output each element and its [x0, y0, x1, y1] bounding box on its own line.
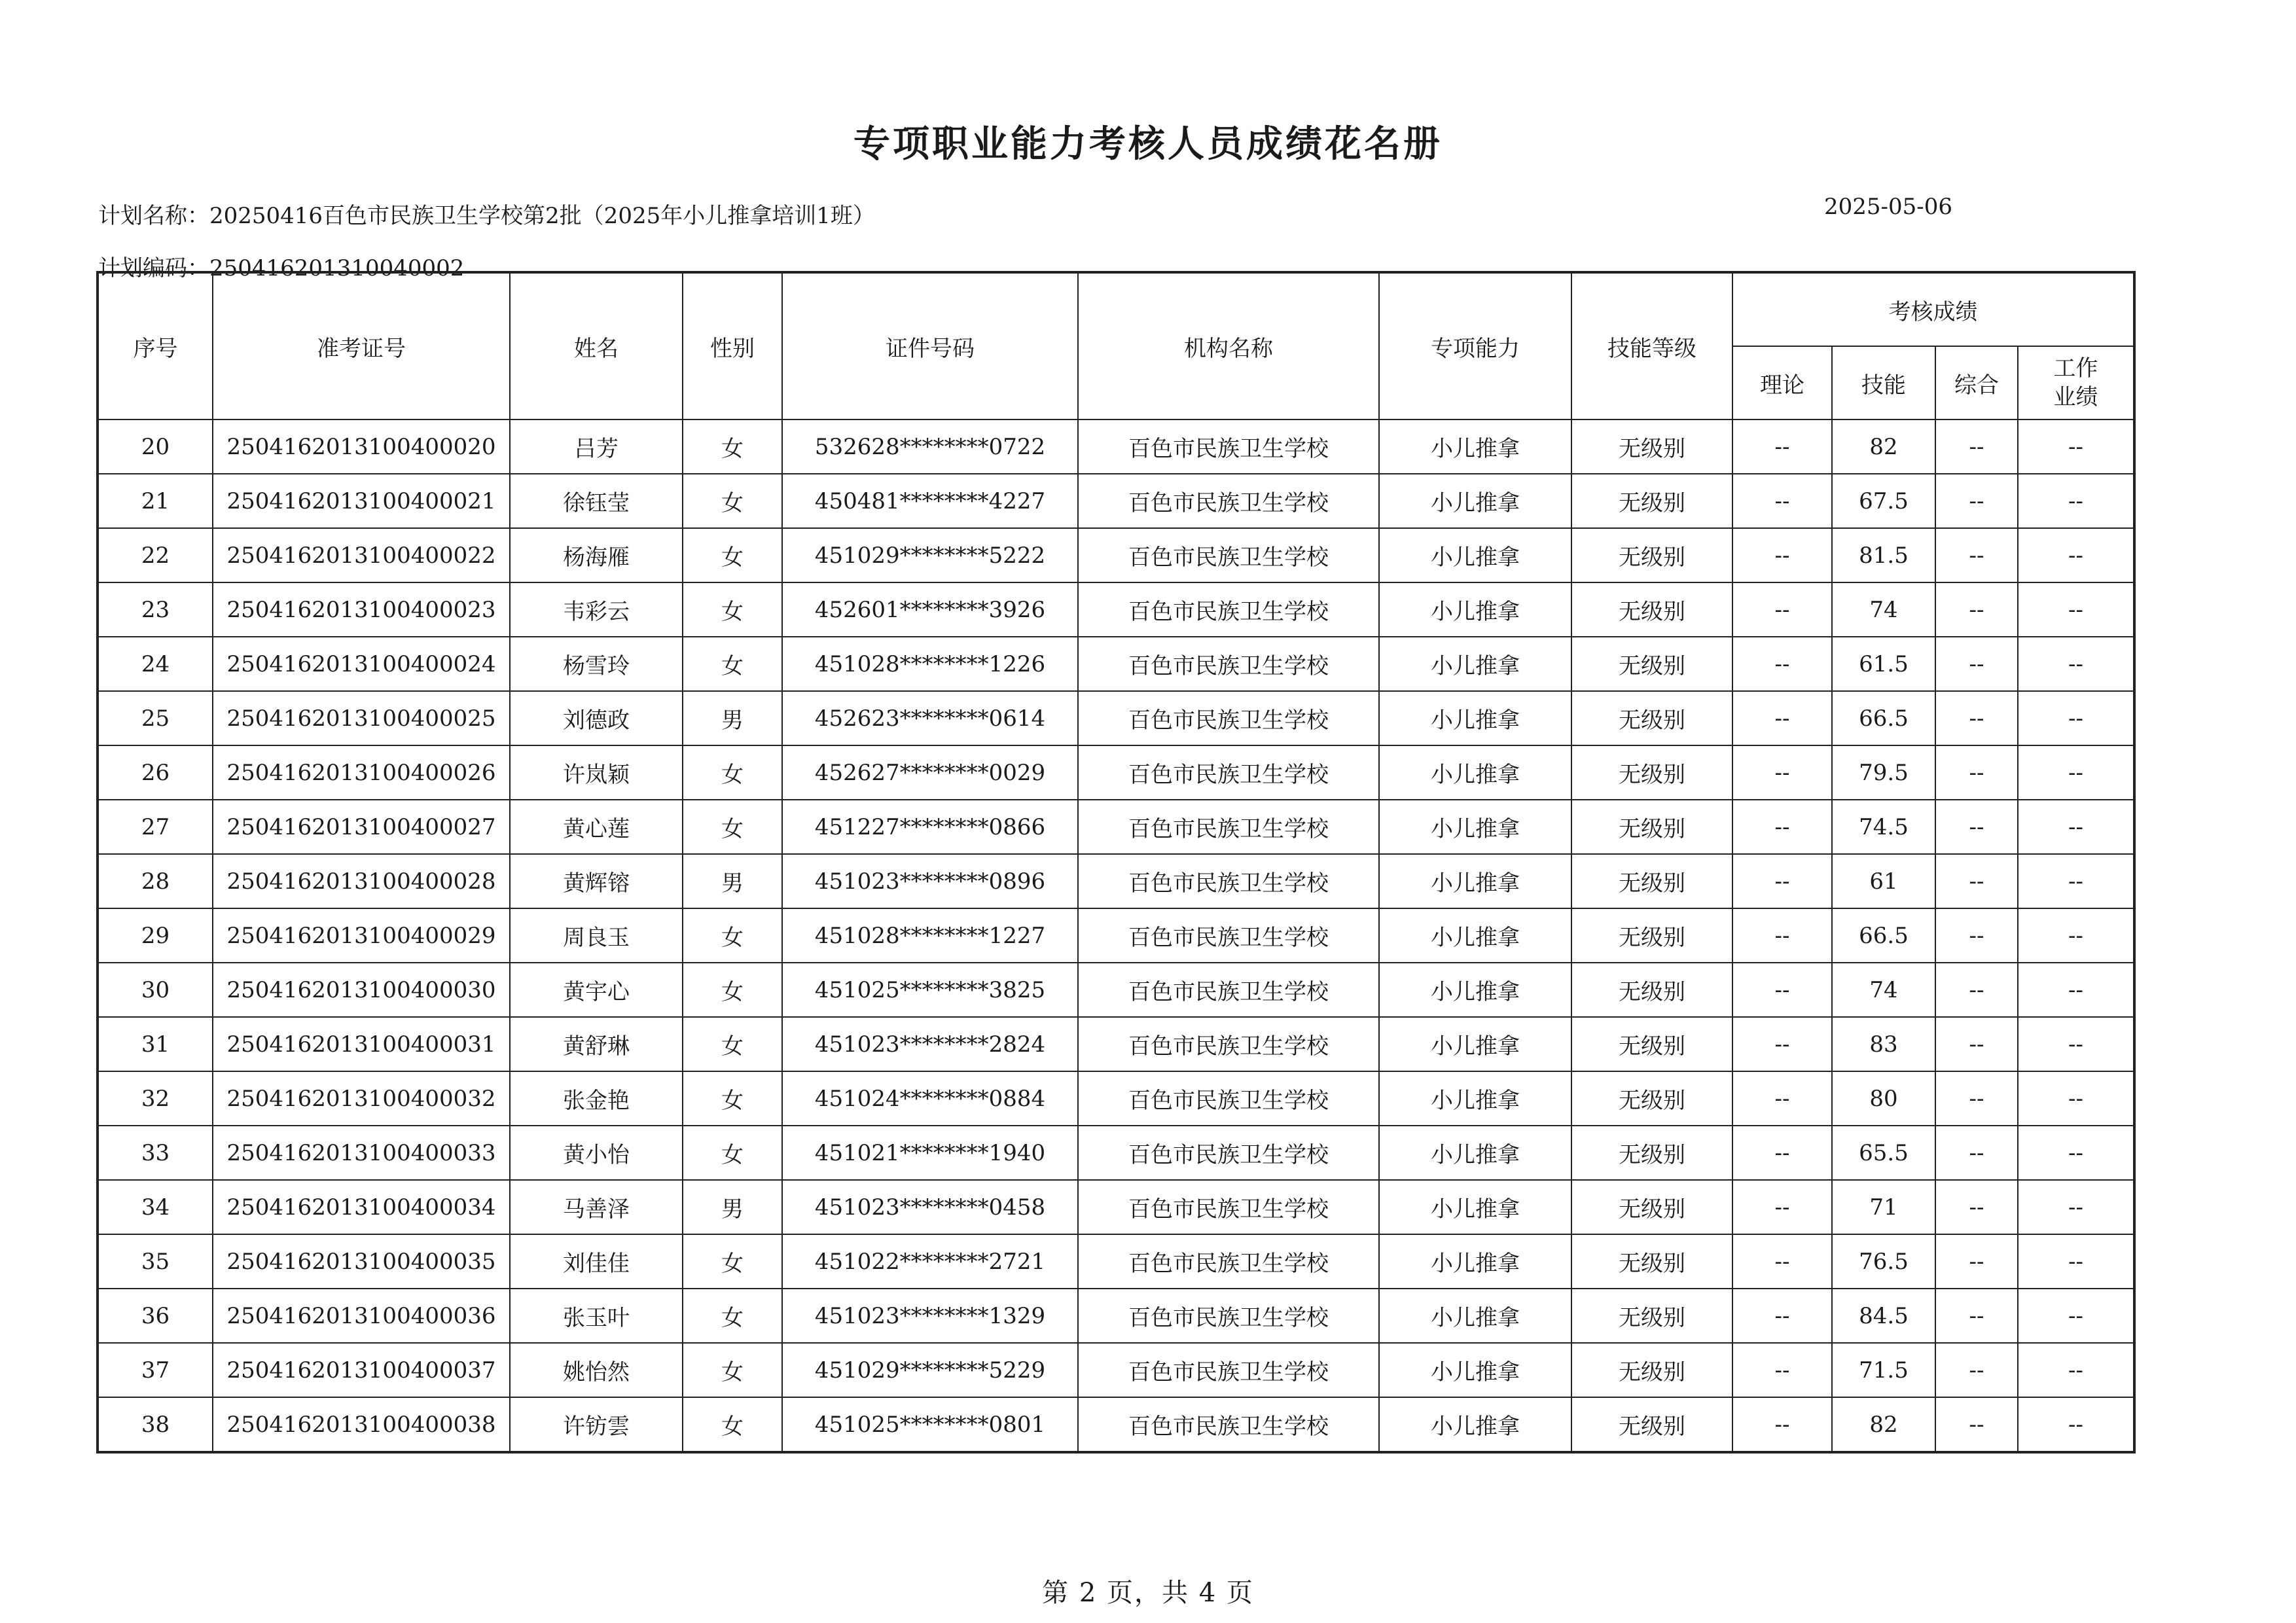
cell-seq: 37 — [98, 1343, 213, 1397]
cell-name: 许钫雲 — [510, 1397, 683, 1452]
cell-name: 黄宇心 — [510, 963, 683, 1017]
page-title: 专项职业能力考核人员成绩花名册 — [853, 122, 1443, 166]
cell-seq: 25 — [98, 691, 213, 745]
cell-exam-id: 2504162013100400023 — [213, 582, 510, 637]
cell-seq: 26 — [98, 745, 213, 800]
cell-work: -- — [2018, 1071, 2134, 1126]
cell-gender: 女 — [683, 528, 782, 582]
cell-gender: 男 — [683, 1180, 782, 1234]
header-level: 技能等级 — [1571, 272, 1732, 419]
cell-theory: -- — [1732, 419, 1832, 474]
cell-gender: 男 — [683, 691, 782, 745]
cell-id-number: 452601********3926 — [782, 582, 1078, 637]
cell-name: 杨雪玲 — [510, 637, 683, 691]
cell-comprehensive: -- — [1935, 1343, 2018, 1397]
cell-comprehensive: -- — [1935, 582, 2018, 637]
cell-name: 黄舒琳 — [510, 1017, 683, 1071]
cell-ability: 小儿推拿 — [1379, 1289, 1571, 1343]
cell-comprehensive: -- — [1935, 963, 2018, 1017]
cell-comprehensive: -- — [1935, 1234, 2018, 1289]
cell-exam-id: 2504162013100400031 — [213, 1017, 510, 1071]
cell-work: -- — [2018, 1234, 2134, 1289]
cell-name: 周良玉 — [510, 908, 683, 963]
cell-name: 杨海雁 — [510, 528, 683, 582]
cell-gender: 女 — [683, 1289, 782, 1343]
cell-ability: 小儿推拿 — [1379, 745, 1571, 800]
cell-work: -- — [2018, 637, 2134, 691]
cell-level: 无级别 — [1571, 528, 1732, 582]
cell-id-number: 451227********0866 — [782, 800, 1078, 854]
cell-id-number: 452623********0614 — [782, 691, 1078, 745]
header-gender: 性别 — [683, 272, 782, 419]
cell-name: 徐钰莹 — [510, 474, 683, 528]
plan-code: 计划编码：250416201310040002 — [98, 255, 465, 281]
cell-id-number: 451024********0884 — [782, 1071, 1078, 1126]
cell-comprehensive: -- — [1935, 1180, 2018, 1234]
cell-ability: 小儿推拿 — [1379, 908, 1571, 963]
cell-id-number: 451029********5222 — [782, 528, 1078, 582]
cell-exam-id: 2504162013100400025 — [213, 691, 510, 745]
cell-skill: 83 — [1832, 1017, 1935, 1071]
table-row — [98, 963, 2134, 1017]
cell-exam-id: 2504162013100400026 — [213, 745, 510, 800]
cell-name: 张金艳 — [510, 1071, 683, 1126]
cell-skill: 71 — [1832, 1180, 1935, 1234]
cell-institution: 百色市民族卫生学校 — [1078, 691, 1379, 745]
cell-institution: 百色市民族卫生学校 — [1078, 854, 1379, 908]
cell-level: 无级别 — [1571, 1126, 1732, 1180]
table-row — [98, 582, 2134, 637]
cell-theory: -- — [1732, 1071, 1832, 1126]
cell-work: -- — [2018, 1397, 2134, 1452]
cell-institution: 百色市民族卫生学校 — [1078, 800, 1379, 854]
cell-exam-id: 2504162013100400036 — [213, 1289, 510, 1343]
cell-skill: 65.5 — [1832, 1126, 1935, 1180]
cell-level: 无级别 — [1571, 745, 1732, 800]
cell-ability: 小儿推拿 — [1379, 1017, 1571, 1071]
cell-institution: 百色市民族卫生学校 — [1078, 528, 1379, 582]
cell-id-number: 451025********0801 — [782, 1397, 1078, 1452]
plan-name: 计划名称：20250416百色市民族卫生学校第2批（2025年小儿推拿培训1班） — [98, 203, 875, 229]
cell-gender: 女 — [683, 908, 782, 963]
cell-gender: 女 — [683, 474, 782, 528]
cell-theory: -- — [1732, 637, 1832, 691]
cell-id-number: 451029********5229 — [782, 1343, 1078, 1397]
header-ability: 专项能力 — [1379, 272, 1571, 419]
cell-gender: 女 — [683, 963, 782, 1017]
roster-table — [96, 271, 2136, 1454]
cell-work: -- — [2018, 963, 2134, 1017]
cell-work: -- — [2018, 908, 2134, 963]
cell-work: -- — [2018, 1017, 2134, 1071]
cell-id-number: 451028********1227 — [782, 908, 1078, 963]
cell-gender: 女 — [683, 1397, 782, 1452]
cell-gender: 女 — [683, 1343, 782, 1397]
table-row — [98, 1180, 2134, 1234]
cell-id-number: 451021********1940 — [782, 1126, 1078, 1180]
cell-level: 无级别 — [1571, 854, 1732, 908]
header-institution: 机构名称 — [1078, 272, 1379, 419]
cell-level: 无级别 — [1571, 1234, 1732, 1289]
cell-id-number: 451022********2721 — [782, 1234, 1078, 1289]
cell-skill: 81.5 — [1832, 528, 1935, 582]
cell-comprehensive: -- — [1935, 800, 2018, 854]
table-row — [98, 419, 2134, 474]
header-id-number: 证件号码 — [782, 272, 1078, 419]
cell-theory: -- — [1732, 963, 1832, 1017]
cell-exam-id: 2504162013100400037 — [213, 1343, 510, 1397]
cell-institution: 百色市民族卫生学校 — [1078, 908, 1379, 963]
cell-comprehensive: -- — [1935, 1071, 2018, 1126]
cell-institution: 百色市民族卫生学校 — [1078, 1234, 1379, 1289]
cell-comprehensive: -- — [1935, 1289, 2018, 1343]
table-row — [98, 1289, 2134, 1343]
cell-ability: 小儿推拿 — [1379, 582, 1571, 637]
table-row — [98, 800, 2134, 854]
cell-ability: 小儿推拿 — [1379, 637, 1571, 691]
cell-seq: 22 — [98, 528, 213, 582]
cell-id-number: 451028********1226 — [782, 637, 1078, 691]
header-scores-group: 考核成绩 — [1732, 272, 2134, 346]
roster-body — [98, 419, 2134, 1452]
cell-id-number: 532628********0722 — [782, 419, 1078, 474]
cell-ability: 小儿推拿 — [1379, 691, 1571, 745]
cell-institution: 百色市民族卫生学校 — [1078, 1126, 1379, 1180]
cell-name: 韦彩云 — [510, 582, 683, 637]
cell-theory: -- — [1732, 800, 1832, 854]
cell-skill: 61 — [1832, 854, 1935, 908]
cell-level: 无级别 — [1571, 1180, 1732, 1234]
table-row — [98, 1343, 2134, 1397]
cell-ability: 小儿推拿 — [1379, 1180, 1571, 1234]
cell-theory: -- — [1732, 582, 1832, 637]
cell-work: -- — [2018, 691, 2134, 745]
cell-seq: 24 — [98, 637, 213, 691]
cell-institution: 百色市民族卫生学校 — [1078, 419, 1379, 474]
header-skill: 技能 — [1832, 346, 1935, 419]
cell-institution: 百色市民族卫生学校 — [1078, 1071, 1379, 1126]
header-work: 工作 业绩 — [2018, 346, 2134, 419]
cell-comprehensive: -- — [1935, 1017, 2018, 1071]
cell-ability: 小儿推拿 — [1379, 1234, 1571, 1289]
table-row — [98, 474, 2134, 528]
cell-name: 姚怡然 — [510, 1343, 683, 1397]
cell-theory: -- — [1732, 1289, 1832, 1343]
cell-gender: 女 — [683, 1126, 782, 1180]
cell-name: 刘佳佳 — [510, 1234, 683, 1289]
cell-seq: 27 — [98, 800, 213, 854]
cell-seq: 20 — [98, 419, 213, 474]
cell-skill: 80 — [1832, 1071, 1935, 1126]
cell-work: -- — [2018, 419, 2134, 474]
cell-skill: 79.5 — [1832, 745, 1935, 800]
cell-institution: 百色市民族卫生学校 — [1078, 582, 1379, 637]
cell-name: 吕芳 — [510, 419, 683, 474]
cell-seq: 36 — [98, 1289, 213, 1343]
header-comprehensive: 综合 — [1935, 346, 2018, 419]
cell-level: 无级别 — [1571, 1289, 1732, 1343]
cell-theory: -- — [1732, 528, 1832, 582]
cell-ability: 小儿推拿 — [1379, 854, 1571, 908]
cell-institution: 百色市民族卫生学校 — [1078, 1017, 1379, 1071]
cell-exam-id: 2504162013100400030 — [213, 963, 510, 1017]
cell-level: 无级别 — [1571, 582, 1732, 637]
cell-skill: 74 — [1832, 582, 1935, 637]
cell-exam-id: 2504162013100400035 — [213, 1234, 510, 1289]
cell-exam-id: 2504162013100400027 — [213, 800, 510, 854]
cell-level: 无级别 — [1571, 474, 1732, 528]
cell-ability: 小儿推拿 — [1379, 1071, 1571, 1126]
cell-exam-id: 2504162013100400028 — [213, 854, 510, 908]
cell-seq: 31 — [98, 1017, 213, 1071]
cell-name: 刘德政 — [510, 691, 683, 745]
cell-work: -- — [2018, 800, 2134, 854]
table-row — [98, 1397, 2134, 1452]
cell-ability: 小儿推拿 — [1379, 1397, 1571, 1452]
cell-exam-id: 2504162013100400033 — [213, 1126, 510, 1180]
cell-institution: 百色市民族卫生学校 — [1078, 745, 1379, 800]
cell-work: -- — [2018, 582, 2134, 637]
cell-ability: 小儿推拿 — [1379, 528, 1571, 582]
cell-level: 无级别 — [1571, 1071, 1732, 1126]
table-row — [98, 854, 2134, 908]
cell-exam-id: 2504162013100400029 — [213, 908, 510, 963]
cell-theory: -- — [1732, 854, 1832, 908]
cell-level: 无级别 — [1571, 1397, 1732, 1452]
cell-seq: 32 — [98, 1071, 213, 1126]
cell-exam-id: 2504162013100400020 — [213, 419, 510, 474]
cell-skill: 82 — [1832, 1397, 1935, 1452]
table-row — [98, 691, 2134, 745]
cell-institution: 百色市民族卫生学校 — [1078, 474, 1379, 528]
cell-comprehensive: -- — [1935, 528, 2018, 582]
cell-id-number: 451023********0458 — [782, 1180, 1078, 1234]
cell-seq: 38 — [98, 1397, 213, 1452]
cell-comprehensive: -- — [1935, 474, 2018, 528]
cell-institution: 百色市民族卫生学校 — [1078, 1180, 1379, 1234]
cell-exam-id: 2504162013100400021 — [213, 474, 510, 528]
cell-theory: -- — [1732, 1126, 1832, 1180]
cell-ability: 小儿推拿 — [1379, 1126, 1571, 1180]
cell-id-number: 451025********3825 — [782, 963, 1078, 1017]
cell-skill: 67.5 — [1832, 474, 1935, 528]
cell-institution: 百色市民族卫生学校 — [1078, 637, 1379, 691]
cell-level: 无级别 — [1571, 1343, 1732, 1397]
cell-seq: 33 — [98, 1126, 213, 1180]
cell-theory: -- — [1732, 1180, 1832, 1234]
cell-level: 无级别 — [1571, 963, 1732, 1017]
cell-theory: -- — [1732, 1343, 1832, 1397]
cell-level: 无级别 — [1571, 691, 1732, 745]
table-row — [98, 745, 2134, 800]
cell-theory: -- — [1732, 908, 1832, 963]
cell-comprehensive: -- — [1935, 419, 2018, 474]
cell-work: -- — [2018, 1180, 2134, 1234]
cell-seq: 21 — [98, 474, 213, 528]
cell-seq: 28 — [98, 854, 213, 908]
cell-skill: 61.5 — [1832, 637, 1935, 691]
cell-level: 无级别 — [1571, 800, 1732, 854]
cell-skill: 74.5 — [1832, 800, 1935, 854]
cell-institution: 百色市民族卫生学校 — [1078, 1397, 1379, 1452]
cell-seq: 30 — [98, 963, 213, 1017]
cell-skill: 76.5 — [1832, 1234, 1935, 1289]
cell-exam-id: 2504162013100400038 — [213, 1397, 510, 1452]
cell-work: -- — [2018, 1289, 2134, 1343]
cell-work: -- — [2018, 745, 2134, 800]
table-row — [98, 1234, 2134, 1289]
cell-institution: 百色市民族卫生学校 — [1078, 1289, 1379, 1343]
cell-exam-id: 2504162013100400024 — [213, 637, 510, 691]
header-seq: 序号 — [98, 272, 213, 419]
cell-gender: 女 — [683, 1017, 782, 1071]
cell-work: -- — [2018, 474, 2134, 528]
table-row — [98, 908, 2134, 963]
cell-id-number: 451023********0896 — [782, 854, 1078, 908]
cell-id-number: 451023********1329 — [782, 1289, 1078, 1343]
cell-name: 黄辉镕 — [510, 854, 683, 908]
cell-gender: 女 — [683, 582, 782, 637]
table-row — [98, 1126, 2134, 1180]
cell-skill: 84.5 — [1832, 1289, 1935, 1343]
header-theory: 理论 — [1732, 346, 1832, 419]
cell-seq: 23 — [98, 582, 213, 637]
cell-seq: 35 — [98, 1234, 213, 1289]
cell-exam-id: 2504162013100400034 — [213, 1180, 510, 1234]
cell-name: 黄小怡 — [510, 1126, 683, 1180]
cell-level: 无级别 — [1571, 637, 1732, 691]
cell-level: 无级别 — [1571, 908, 1732, 963]
cell-ability: 小儿推拿 — [1379, 800, 1571, 854]
table-row — [98, 528, 2134, 582]
cell-skill: 66.5 — [1832, 908, 1935, 963]
cell-id-number: 451023********2824 — [782, 1017, 1078, 1071]
table-row — [98, 637, 2134, 691]
cell-skill: 71.5 — [1832, 1343, 1935, 1397]
cell-institution: 百色市民族卫生学校 — [1078, 1343, 1379, 1397]
table-row — [98, 1017, 2134, 1071]
cell-work: -- — [2018, 1343, 2134, 1397]
cell-comprehensive: -- — [1935, 691, 2018, 745]
page-number: 第 2 页，共 4 页 — [1042, 1578, 1254, 1608]
cell-gender: 女 — [683, 1234, 782, 1289]
cell-name: 黄心莲 — [510, 800, 683, 854]
cell-skill: 82 — [1832, 419, 1935, 474]
cell-ability: 小儿推拿 — [1379, 419, 1571, 474]
cell-theory: -- — [1732, 1234, 1832, 1289]
cell-ability: 小儿推拿 — [1379, 474, 1571, 528]
cell-gender: 女 — [683, 637, 782, 691]
cell-seq: 34 — [98, 1180, 213, 1234]
cell-gender: 女 — [683, 800, 782, 854]
cell-comprehensive: -- — [1935, 854, 2018, 908]
cell-institution: 百色市民族卫生学校 — [1078, 963, 1379, 1017]
cell-comprehensive: -- — [1935, 637, 2018, 691]
cell-comprehensive: -- — [1935, 745, 2018, 800]
cell-work: -- — [2018, 1126, 2134, 1180]
cell-theory: -- — [1732, 691, 1832, 745]
cell-work: -- — [2018, 528, 2134, 582]
cell-name: 许岚颖 — [510, 745, 683, 800]
cell-name: 马善泽 — [510, 1180, 683, 1234]
table-row — [98, 1071, 2134, 1126]
cell-id-number: 450481********4227 — [782, 474, 1078, 528]
cell-skill: 66.5 — [1832, 691, 1935, 745]
cell-exam-id: 2504162013100400032 — [213, 1071, 510, 1126]
cell-comprehensive: -- — [1935, 908, 2018, 963]
cell-skill: 74 — [1832, 963, 1935, 1017]
cell-theory: -- — [1732, 1017, 1832, 1071]
cell-gender: 女 — [683, 419, 782, 474]
cell-theory: -- — [1732, 745, 1832, 800]
cell-level: 无级别 — [1571, 1017, 1732, 1071]
cell-gender: 男 — [683, 854, 782, 908]
cell-gender: 女 — [683, 745, 782, 800]
cell-ability: 小儿推拿 — [1379, 1343, 1571, 1397]
cell-theory: -- — [1732, 1397, 1832, 1452]
cell-name: 张玉叶 — [510, 1289, 683, 1343]
header-exam-id: 准考证号 — [213, 272, 510, 419]
cell-gender: 女 — [683, 1071, 782, 1126]
cell-work: -- — [2018, 854, 2134, 908]
header-name: 姓名 — [510, 272, 683, 419]
cell-exam-id: 2504162013100400022 — [213, 528, 510, 582]
document-date: 2025-05-06 — [1823, 194, 1952, 220]
cell-id-number: 452627********0029 — [782, 745, 1078, 800]
cell-theory: -- — [1732, 474, 1832, 528]
cell-level: 无级别 — [1571, 419, 1732, 474]
cell-seq: 29 — [98, 908, 213, 963]
cell-comprehensive: -- — [1935, 1126, 2018, 1180]
cell-comprehensive: -- — [1935, 1397, 2018, 1452]
cell-ability: 小儿推拿 — [1379, 963, 1571, 1017]
